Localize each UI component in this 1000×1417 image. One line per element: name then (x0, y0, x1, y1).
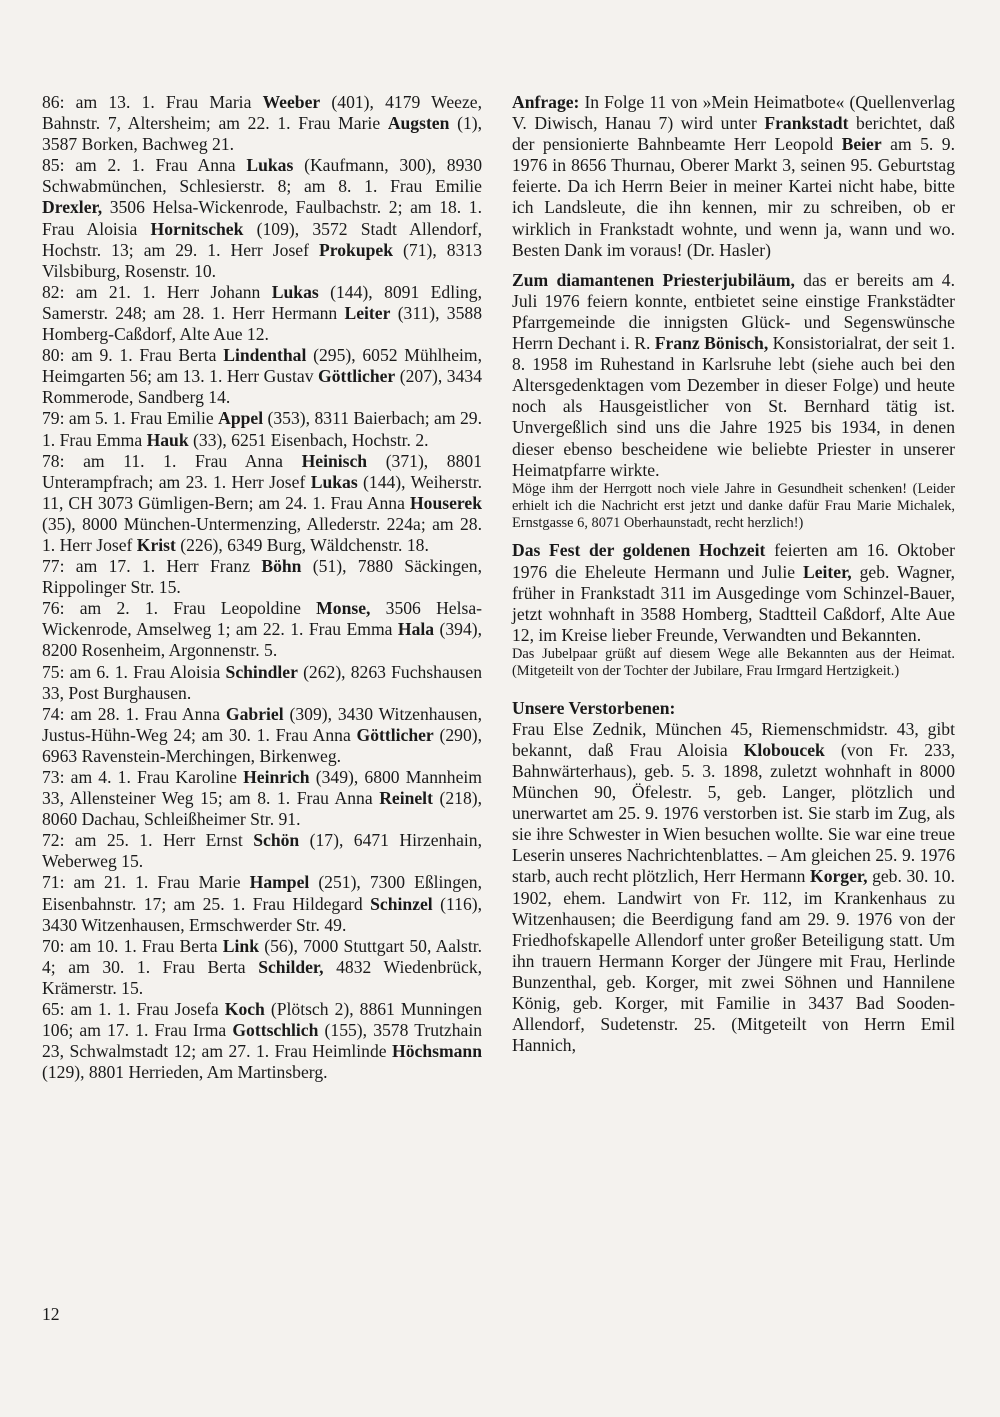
bold-name: Leiter (344, 302, 391, 323)
text-run: (262), 8263 Fuchshausen 33, Post Burghausen. (42, 661, 483, 703)
text-run: (51), 7880 Säckingen, Rippolinger Str. 15. (42, 556, 482, 598)
text-run: 85: am 2. 1. Frau Anna (42, 155, 247, 176)
text-run: (155), 3578 Trutzhain 23, Schwalmstadt 12; am 27. 1. Frau Heimlinde (42, 1020, 483, 1062)
text-run: 82: am 21. 1. Herr Johann (42, 281, 272, 302)
birthday-entry (42, 282, 482, 345)
bold-name: Link (222, 935, 259, 956)
bold-name: Anfrage: (512, 92, 580, 112)
text-run: am 5. 9. 1976 in 8656 Thurnau, Oberer Markt 3, seinen 95. Geburtstag feierte. Da ich Herrn Beier in meiner Kartei nicht habe, bitte ich Landsleute, die ihn kennen, mir zu schreiben, ob er wirklich in Frankstadt wohnte, und wenn ja, wann und wo. Besten Dank im voraus! (Dr. Hasler) (512, 134, 955, 260)
birthday-entry (42, 999, 482, 1083)
bold-name: Höchsmann (392, 1041, 482, 1062)
birthday-entry (42, 830, 482, 872)
text-run: 77: am 17. 1. Herr Franz (42, 556, 262, 577)
text-run: geb. Wagner, früher in Frankstadt 311 im Ausgedinge vom Schinzel-Bauer, jetzt wohnhaft in 3588 Homberg, Stadtteil Caßdorf, Alte Aue 12, im Kreise lieber Freunde, Verwandten und Bekannten. (512, 561, 955, 645)
verstorbene-heading: Unsere Verstorbenen: (512, 697, 676, 718)
text-run: berichtet, daß der pensionierte Bahnbeamte Herr Leopold (512, 113, 955, 155)
right-column (512, 92, 955, 1065)
text-run: 79: am 5. 1. Frau Emilie (42, 408, 219, 429)
birthday-entry (42, 662, 482, 704)
text-run: (56), 7000 Stuttgart 50, Aalstr. 4; am 30. 1. Frau Berta (42, 935, 483, 977)
text-run: (394), 8200 Rosenheim, Argonnenstr. 5. (42, 619, 482, 661)
text-run: (116), 3430 Witzenhausen, Ermschwerder Str. 49. (42, 893, 482, 935)
bold-name: Korger, (810, 866, 868, 887)
bold-name: Böhn (261, 556, 302, 577)
text-run: 75: am 6. 1. Frau Aloisia (42, 661, 226, 682)
bold-name: Gabriel (225, 703, 284, 724)
text-run: (226), 6349 Burg, Wäldchenstr. 18. (175, 534, 429, 555)
bold-name: Krist (136, 534, 176, 555)
bold-name: Schilder, (258, 956, 324, 977)
birthday-entry (42, 598, 482, 661)
bold-name: Hampel (249, 872, 310, 893)
text-run: 78: am 11. 1. Frau Anna (42, 450, 302, 471)
bold-name: Schindler (225, 661, 298, 682)
text-run: (353), 8311 Baierbach; am 29. 1. Frau Emma (42, 408, 482, 450)
text-run: 4832 Wiedenbrück, Krämerstr. 15. (42, 956, 483, 998)
text-run: 3506 Helsa-Wickenrode, Amselweg 1; am 22. 1. Frau Emma (42, 598, 482, 640)
bold-name: Monse, (316, 598, 371, 619)
bold-name: Heinrich (243, 767, 310, 787)
verstorbene-paragraph (512, 719, 955, 1057)
bold-name: Göttlicher (356, 724, 434, 745)
text-run: (109), 3572 Stadt Allendorf, Hochstr. 13; am 29. 1. Herr Josef (42, 218, 482, 260)
left-column (42, 92, 482, 1083)
bold-name: Reinelt (379, 788, 433, 809)
text-run: (349), 6800 Mannheim 33, Allensteiner Weg 15; am 8. 1. Frau Anna (42, 767, 482, 809)
bold-name: Augsten (387, 113, 450, 134)
bold-name: Hornitschek (150, 218, 244, 239)
text-run: (371), 8801 Unterampfrach; am 23. 1. Herr Josef (42, 450, 482, 492)
text-run: 73: am 4. 1. Frau Karoline (42, 767, 244, 787)
priesterjubilaeum-note: Möge ihm der Herrgott noch viele Jahre in Gesundheit schenken! (Leider erhielt ich die Nachricht erst jetzt und danke dafür Frau Marie Michalek, Ernstgasse 6, 8071 Oberhaunstadt, recht herzlich!) (512, 480, 955, 531)
birthday-entry (42, 345, 482, 408)
bold-name: Leiter, (802, 561, 852, 582)
text-run: Konsistorialrat, der seit 1. 8. 1958 im Ruhestand in Karlsruhe lebt (siehe auch bei den Altersgedenktagen vom Dezember in dieser Folge) und heute noch als Hausgeistlicher von St. Bernhard tätig ist. Unvergeßlich sind uns die Jahre 1925 bis 1934, in denen dieser ebenso bescheidene wie beliebte Priester in unserer Heimatpfarre wirkte. (512, 333, 955, 480)
text-run: (309), 3430 Witzenhausen, Justus-Hühn-Weg 24; am 30. 1. Frau Anna (42, 703, 482, 745)
bold-name: Lindenthal (223, 345, 307, 366)
goldene-hochzeit-section (512, 540, 955, 679)
bold-name: Schinzel (370, 893, 433, 914)
text-run: 3506 Helsa-Wickenrode, Faulbachstr. 2; am 18. 1. Frau Aloisia (42, 197, 482, 239)
priesterjubilaeum-section (512, 270, 955, 532)
text-run: (290), 6963 Ravenstein-Merchingen, Birkenweg. (42, 724, 483, 766)
bold-name: Koch (224, 999, 265, 1020)
text-run: (144), Weiherstr. 11, CH 3073 Gümligen-Bern; am 24. 1. Frau Anna (42, 471, 482, 513)
bold-name: Appel (218, 408, 264, 429)
text-run: (71), 8313 Vilsbiburg, Rosenstr. 10. (42, 239, 482, 281)
text-run: 76: am 2. 1. Frau Leopoldine (42, 598, 317, 619)
text-run: (251), 7300 Eßlingen, Eisenbahnstr. 17; am 25. 1. Frau Hildegard (42, 872, 483, 914)
text-run: (1), 3587 Borken, Bachweg 21. (42, 113, 482, 155)
text-run: feierten am 16. Oktober 1976 die Eheleute Hermann und Julie (512, 540, 956, 582)
text-run: (218), 8060 Dachau, Schleißheimer Str. 91. (42, 788, 482, 830)
text-run: 72: am 25. 1. Herr Ernst (42, 830, 254, 851)
bold-name: Lukas (246, 155, 294, 176)
text-run: (295), 6052 Mühlheim, Heimgarten 56; am 13. 1. Herr Gustav (42, 345, 483, 387)
text-run: (17), 6471 Hirzenhain, Weberweg 15. (42, 830, 482, 872)
bold-name: Das Fest der goldenen Hochzeit (512, 540, 766, 561)
bold-name: Schön (253, 830, 300, 851)
birthday-entry (42, 936, 482, 999)
bold-name: Beier (841, 134, 882, 155)
birthday-entry (42, 556, 482, 598)
bold-name: Drexler, (42, 197, 103, 218)
bold-name: Lukas (310, 471, 358, 492)
bold-name: Franz Bönisch, (654, 333, 769, 354)
text-run: (35), 8000 München-Untermenzing, Allederstr. 224a; am 28. 1. Herr Josef (42, 513, 482, 555)
text-run: Frau Else Zednik, München 45, Riemenschmidstr. 43, gibt bekannt, daß Frau Aloisia (512, 718, 955, 760)
birthday-entry (42, 155, 482, 282)
birthday-entry (42, 451, 482, 556)
bold-name: Weeber (262, 92, 321, 112)
bold-name: Gottschlich (232, 1020, 319, 1041)
anfrage-paragraph (512, 92, 955, 261)
text-run: (Plötsch 2), 8861 Munningen 106; am 17. 1. Frau Irma (42, 999, 482, 1041)
text-run: (311), 3588 Homberg-Caßdorf, Alte Aue 12. (42, 302, 482, 345)
text-run: (144), 8091 Edling, Samerstr. 248; am 28. 1. Herr Hermann (42, 281, 482, 323)
verstorbene-section (512, 698, 955, 1057)
bold-name: Hauk (146, 429, 189, 450)
bold-name: Houserek (409, 492, 482, 513)
text-run: (von Fr. 233, Bahnwärterhaus), geb. 5. 3. 1898, zuletzt wohnhaft in 8000 München 90, Öfelestr. 5, geb. Langer, plötzlich und unerwartet am 25. 9. 1976 verstorben ist. Sie starb im Zug, als sie ihre Schwester in Wien besuchen wollte. Sie war eine treue Leserin unseres Nachrichtenblattes. – Am gleichen 25. 9. 1976 starb, auch recht plötzlich, Herr Hermann (512, 739, 955, 887)
text-run: 70: am 10. 1. Frau Berta (42, 935, 223, 956)
bold-name: Hala (397, 619, 435, 640)
text-run: 74: am 28. 1. Frau Anna (42, 703, 226, 724)
bold-name: Kloboucek (743, 739, 825, 760)
bold-name: Lukas (271, 281, 319, 302)
birthday-entry (42, 872, 482, 935)
text-run: (129), 8801 Herrieden, Am Martinsberg. (42, 1062, 328, 1083)
birthday-entry (42, 408, 482, 450)
text-run: 71: am 21. 1. Frau Marie (42, 872, 250, 893)
text-run: In Folge 11 von »Mein Heimatbote« (Quellenverlag V. Diwisch, Hanau 7) wird unter (512, 92, 955, 134)
text-run: (401), 4179 Weeze, Bahnstr. 7, Altersheim; am 22. 1. Frau Marie (42, 92, 482, 134)
goldene-hochzeit-paragraph (512, 540, 955, 645)
anfrage-section (512, 92, 955, 261)
bold-name: Zum diamantenen Priesterjubiläum, (512, 269, 795, 290)
bold-name: Göttlicher (318, 366, 396, 387)
birthday-entry (42, 767, 482, 830)
text-run: (33), 6251 Eisenbach, Hochstr. 2. (188, 429, 429, 450)
text-run: geb. 30. 10. 1902, ehem. Landwirt von Fr. 112, im Krankenhaus zu Witzenhausen; die Beerdigung fand am 29. 9. 1976 von der Friedhofskapelle Allendorf unter großer Beteiligung statt. Um ihn trauern Hermann Korger der Jüngere mit Frau, Herlinde Bunzenthal, geb. Korger, mit zwei Söhnen und Hannilene König, geb. Korger, mit Familie in 3437 Bad Sooden-Allendorf, Sudetenstr. 25. (Mitgeteilt von Herrn Emil Hannich, (512, 866, 955, 1056)
birthday-entry (42, 92, 482, 155)
bold-name: Frankstadt (764, 113, 849, 134)
text-run: das er bereits am 4. Juli 1976 feiern konnte, entbietet seine einstige Frankstädter Pfarrgemeinde die innigsten Glück- und Segenswünsche Herrn Dechant i. R. (512, 269, 955, 354)
text-run: (207), 3434 Rommerode, Sandberg 14. (42, 366, 482, 408)
text-run: 65: am 1. 1. Frau Josefa (42, 999, 225, 1020)
bold-name: Heinisch (301, 450, 368, 471)
priesterjubilaeum-paragraph (512, 270, 955, 481)
bold-name: Prokupek (319, 239, 393, 260)
birthday-entry (42, 704, 482, 767)
text-run: 80: am 9. 1. Frau Berta (42, 345, 224, 366)
text-run: 86: am 13. 1. Frau Maria (42, 92, 263, 112)
goldene-hochzeit-note: Das Jubelpaar grüßt auf diesem Wege alle Bekannten aus der Heimat. (Mitgeteilt von der Tochter der Jubilare, Frau Irmgard Hertzigkeit.) (512, 645, 955, 679)
page-number: 12 (42, 1304, 60, 1324)
text-run: (Kaufmann, 300), 8930 Schwabmünchen, Schlesierstr. 8; am 8. 1. Frau Emilie (42, 155, 482, 197)
